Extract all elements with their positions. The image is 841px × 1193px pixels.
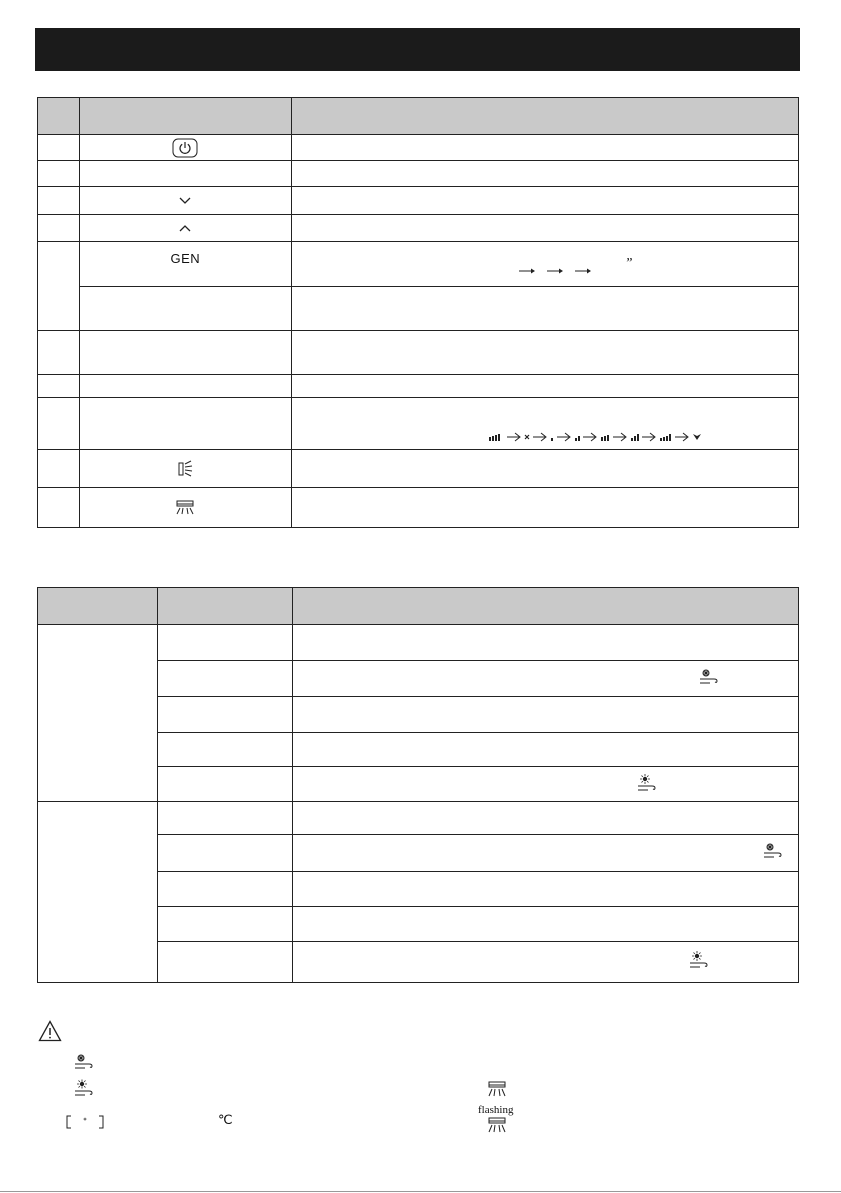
table-header-row bbox=[38, 98, 799, 135]
table-row bbox=[38, 375, 799, 398]
table-row bbox=[38, 802, 799, 835]
cool-wind-icon bbox=[761, 841, 783, 863]
table-row bbox=[38, 287, 799, 331]
closing-quote: ” bbox=[624, 256, 633, 271]
arrow-sequence-icon bbox=[517, 266, 607, 276]
fan-speed-sequence-icon bbox=[487, 431, 732, 443]
page-bottom-rule bbox=[0, 1191, 841, 1192]
table-row bbox=[38, 450, 799, 488]
warning-icon bbox=[38, 1020, 62, 1042]
sun-wind-icon bbox=[635, 773, 657, 795]
table-row bbox=[38, 398, 799, 450]
table-row bbox=[38, 161, 799, 187]
header-description bbox=[292, 588, 798, 625]
header-function bbox=[291, 98, 798, 135]
header-mode bbox=[38, 588, 158, 625]
ac-unit-icon bbox=[486, 1117, 508, 1135]
table-row bbox=[38, 488, 799, 528]
table-row bbox=[38, 187, 799, 215]
table-row bbox=[38, 215, 799, 242]
display-brackets-icon bbox=[66, 1114, 104, 1130]
gen-button-label: GEN bbox=[170, 251, 201, 266]
sun-wind-icon bbox=[687, 950, 709, 972]
table-row bbox=[38, 625, 799, 661]
table-header-row bbox=[38, 588, 799, 625]
cool-wind-icon bbox=[72, 1053, 94, 1073]
mode-table bbox=[37, 587, 799, 983]
table-row bbox=[38, 331, 799, 375]
header-no bbox=[38, 98, 80, 135]
gen-mode-sequence bbox=[291, 242, 798, 287]
ac-unit-icon bbox=[79, 488, 291, 528]
celsius-symbol: ℃ bbox=[218, 1112, 233, 1127]
swing-icon bbox=[79, 450, 291, 488]
control-panel-table bbox=[37, 97, 799, 528]
power-icon bbox=[79, 135, 291, 161]
table-row bbox=[38, 242, 799, 287]
section-header-banner bbox=[35, 28, 800, 71]
header-button bbox=[79, 98, 291, 135]
chevron-down-icon bbox=[79, 187, 291, 215]
cool-wind-icon bbox=[697, 667, 719, 689]
sun-wind-icon bbox=[72, 1079, 94, 1099]
header-condition bbox=[157, 588, 292, 625]
flashing-label: flashing bbox=[478, 1104, 514, 1116]
fan-speed-sequence bbox=[291, 398, 798, 450]
table-row bbox=[38, 135, 799, 161]
chevron-up-icon bbox=[79, 215, 291, 242]
ac-unit-icon bbox=[486, 1081, 508, 1099]
